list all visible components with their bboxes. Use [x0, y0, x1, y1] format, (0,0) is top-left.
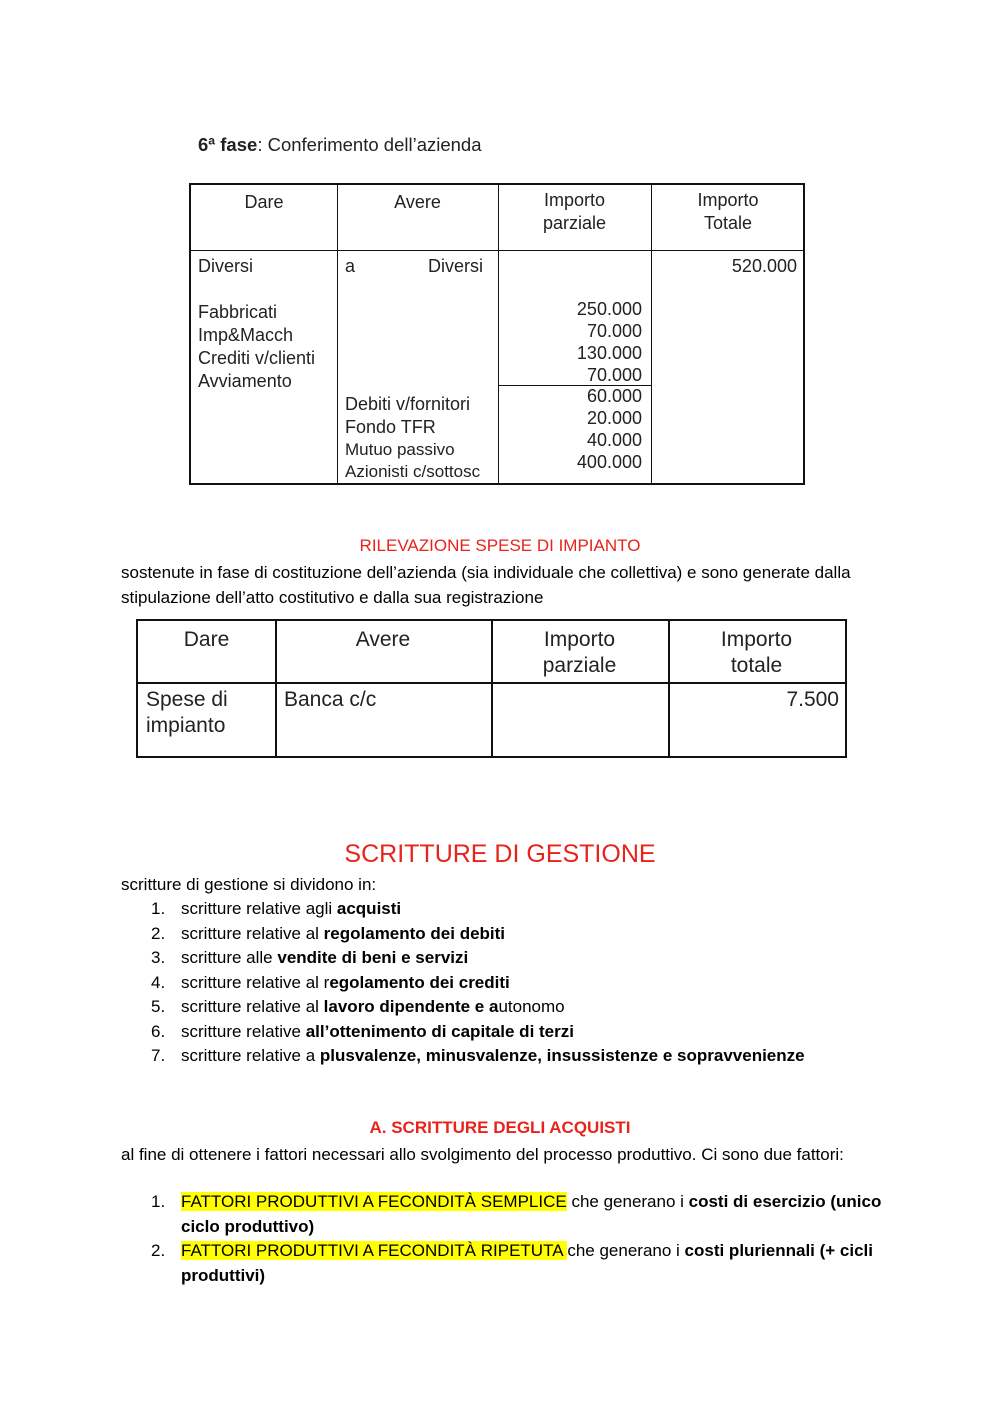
phase-heading — [198, 134, 482, 156]
t2-header-importo-totale: Importo totale — [720, 628, 793, 677]
t1-parziale: 20.000 — [586, 408, 642, 428]
t1-parziale: 40.000 — [586, 430, 642, 450]
t1-avere-item: Azionisti c/sottosc — [345, 462, 481, 481]
t1-dare-item: Avviamento — [198, 371, 292, 391]
list-item: 5. scritture relative al lavoro dipendente e autonomo — [151, 997, 565, 1016]
t1-header-avere: Avere — [394, 192, 441, 212]
t2-avere: Banca c/c — [284, 688, 377, 711]
list-item: 7. scritture relative a plusvalenze, minusvalenze, insussistenze e sopravvenienze — [151, 1046, 805, 1065]
t1-dare-item: Fabbricati — [198, 302, 278, 322]
list-item: 2. scritture relative al regolamento dei debiti — [151, 923, 506, 943]
t1-avere-item: Debiti v/fornitori — [345, 394, 471, 414]
t1-header-importo-parziale: Importo parziale — [542, 190, 607, 233]
t1-header-dare: Dare — [244, 192, 284, 212]
highlight-text: FATTORI PRODUTTIVI A FECONDITÀ RIPETUTA — [181, 1241, 568, 1260]
t1-avere-item: Fondo TFR — [345, 417, 436, 437]
t1-avere-a: a — [345, 256, 356, 276]
t2-header-avere: Avere — [355, 628, 411, 651]
t1-parziale: 130.000 — [576, 343, 642, 363]
t1-dare-diversi: Diversi — [198, 256, 254, 276]
t2-dare: Spese di impianto — [146, 688, 228, 737]
t1-parziale: 250.000 — [576, 299, 642, 319]
gestione-list — [151, 897, 805, 1069]
t2-header-importo-parziale: Importo parziale — [542, 628, 617, 677]
spese-impianto-table — [136, 619, 847, 758]
list-item: 1. FATTORI PRODUTTIVI A FECONDITÀ SEMPLICE che generano i costi di esercizio (unico ciclo produttivo) — [151, 1192, 882, 1236]
t1-parziale: 400.000 — [576, 452, 642, 472]
list-item: 6. scritture relative all’ottenimento di capitale di terzi — [151, 1021, 574, 1041]
t1-avere-diversi: Diversi — [428, 256, 484, 276]
t1-avere-item: Mutuo passivo — [345, 440, 455, 459]
acquisti-text: al fine di ottenere i fattori necessari allo svolgimento del processo produttivo. Ci sono due fattori: — [121, 1145, 844, 1164]
rilevazione-text: sostenute in fase di costituzione dell’azienda (sia individuale che collettiva) e sono generate dalla stipulazione dell’atto costitutivo e dalla sua registrazione — [121, 563, 851, 607]
t1-dare-item: Crediti v/clienti — [198, 348, 316, 368]
phase-title: : Conferimento dell’azienda — [257, 134, 482, 155]
phase-label: 6ª fase — [198, 134, 258, 155]
list-item: 1. scritture relative agli acquisti — [151, 899, 402, 918]
list-item: 4. scritture relative al regolamento dei crediti — [151, 972, 510, 992]
t1-importo-totale: 520.000 — [731, 256, 797, 276]
highlight-text: FATTORI PRODUTTIVI A FECONDITÀ SEMPLICE — [181, 1192, 567, 1211]
t1-dare-item: Imp&Macch — [198, 325, 294, 345]
conferimento-table — [189, 183, 805, 485]
t1-parziale: 70.000 — [586, 365, 642, 385]
rilevazione-title: RILEVAZIONE SPESE DI IMPIANTO — [359, 536, 641, 555]
t1-parziale: 70.000 — [586, 321, 642, 341]
t2-header-dare: Dare — [183, 628, 230, 651]
gestione-title: SCRITTURE DI GESTIONE — [344, 840, 656, 868]
t1-header-importo-totale: Importo Totale — [697, 190, 759, 233]
acquisti-title: A. SCRITTURE DEGLI ACQUISTI — [369, 1118, 631, 1137]
t1-parziale: 60.000 — [586, 386, 642, 406]
fattori-list — [151, 1190, 901, 1288]
list-item: 2. FATTORI PRODUTTIVI A FECONDITÀ RIPETUTA che generano i costi pluriennali (+ cicli produttivi) — [151, 1241, 874, 1285]
gestione-intro: scritture di gestione si dividono in: — [121, 875, 377, 894]
t2-importo-totale: 7.500 — [786, 688, 839, 711]
list-item: 3. scritture alle vendite di beni e servizi — [151, 948, 469, 967]
